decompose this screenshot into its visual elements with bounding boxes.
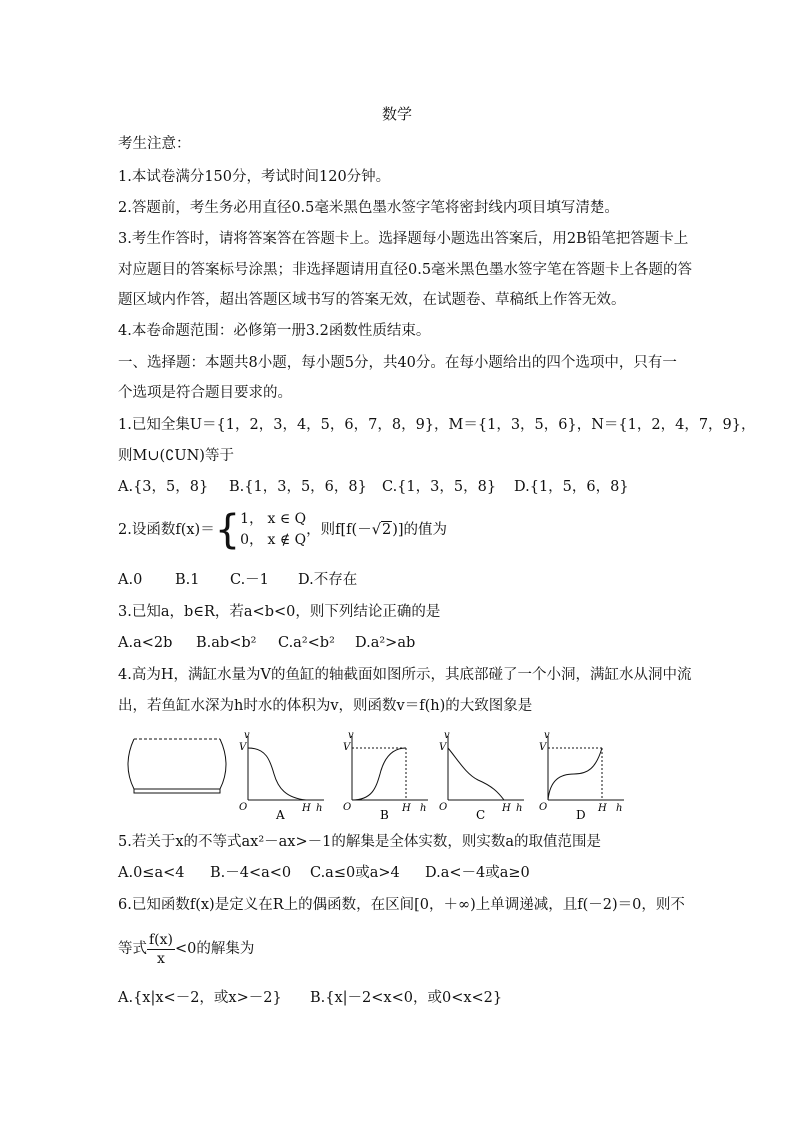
q2-option-d: D.不存在: [298, 572, 358, 588]
q6-frac-num: f(x): [149, 931, 174, 948]
q2-stem: [118, 508, 447, 552]
graph-a-V: V: [239, 742, 247, 753]
notice-item-4: 4.本卷命题范围：必修第一册3.2函数性质结束。: [118, 323, 431, 339]
q2-case-1: 1， x ∈ Q: [240, 511, 307, 527]
q1-option-c: C.{1，3，5，8}: [382, 479, 497, 495]
graph-c-H: H: [502, 803, 511, 814]
graph-d-h-label: h: [616, 803, 623, 814]
graph-a-v-label: v: [244, 730, 250, 741]
notice-heading: 考生注意：: [118, 136, 191, 152]
page-title: 数学: [381, 105, 412, 123]
q1-option-a: A.{3，5，8}: [118, 479, 209, 495]
graph-c-V: V: [439, 742, 447, 753]
fish-tank-figure: [124, 733, 230, 801]
q6-fraction: [147, 931, 175, 968]
graph-b-O: O: [343, 802, 352, 813]
graph-d-label: D: [576, 808, 586, 820]
tank-right-wall: [220, 739, 226, 789]
q6-suffix: <0的解集为: [175, 941, 255, 957]
q2-brace: {: [214, 507, 241, 553]
q1-stem: 1.已知全集U＝{1，2，3，4，5，6，7，8，9}，M＝{1，3，5，6}，N＝{1，2，4，7，9}，: [118, 417, 756, 433]
q2-suffix: )]的值为: [392, 522, 448, 538]
graph-b-v-label: v: [348, 730, 354, 741]
q5-option-d: D.a<－4或a≥0: [425, 865, 530, 881]
q2-option-b: B.1: [175, 572, 200, 588]
q2-prefix: 2.设函数f(x)＝: [118, 522, 215, 538]
q6-option-a: A.{x|x<－2，或x>－2}: [118, 990, 282, 1006]
graph-c-curve: [448, 748, 504, 800]
notice-item-1: 1.本试卷满分150分，考试时间120分钟。: [118, 169, 391, 185]
graph-a-O: O: [239, 802, 248, 813]
q6-frac-den: x: [157, 950, 165, 967]
q6-stem-cont: [118, 929, 254, 969]
q2-sqrt-icon: √: [371, 522, 381, 538]
q5-option-b: B.－4<a<0: [210, 865, 292, 881]
q4-stem: 4.高为H，满缸水量为V的鱼缸的轴截面如图所示，其底部碰了一个小洞，满缸水从洞中流: [118, 667, 692, 683]
q2-option-a: A.0: [118, 572, 143, 588]
tank-left-wall: [128, 739, 134, 789]
q5-option-c: C.a≤0或a>4: [310, 865, 400, 881]
graph-b-h-label: h: [420, 803, 427, 814]
graph-b: [340, 730, 432, 820]
section-heading-cont: 个选项是符合题目要求的。: [118, 385, 292, 401]
notice-item-2: 2.答题前，考生务必用直径0.5毫米黑色墨水签字笔将密封线内项目填写清楚。: [118, 200, 619, 216]
notice-item-3-cont: 对应题目的答案标号涂黑；非选择题请用直径0.5毫米黑色墨水签字笔在答题卡上各题的答: [118, 262, 693, 278]
graph-a-h-label: h: [316, 803, 323, 814]
graph-d-v-label: v: [544, 730, 550, 741]
graph-c-O: O: [439, 802, 448, 813]
graph-a: [236, 730, 328, 820]
q3-stem: 3.已知a，b∈R，若a<b<0，则下列结论正确的是: [118, 604, 441, 620]
q1-option-b: B.{1，3，5，6，8}: [229, 479, 367, 495]
q2-mid: ，则f[f(－: [306, 522, 372, 538]
graph-a-H: H: [302, 803, 311, 814]
notice-item-3: 3.考生作答时，请将答案答在答题卡上。选择题每小题选出答案后，用2B铅笔把答题卡上: [118, 231, 689, 247]
q6-prefix: 等式: [118, 941, 147, 957]
graph-d-V: V: [539, 742, 547, 753]
graph-c-v-label: v: [444, 730, 450, 741]
q5-option-a: A.0≤a<4: [118, 865, 185, 881]
q1-option-d: D.{1，5，6，8}: [514, 479, 629, 495]
graph-c-h-label: h: [516, 803, 523, 814]
graph-a-curve: [248, 748, 306, 800]
tank-base: [134, 789, 220, 793]
q3-option-d: D.a²>ab: [355, 635, 416, 651]
q4-stem-cont: 出，若鱼缸水深为h时水的体积为v，则函数v＝f(h)的大致图象是: [118, 698, 533, 714]
q2-radicand: 2: [381, 522, 392, 538]
graph-b-label: B: [380, 808, 389, 820]
graph-d-curve: [548, 748, 602, 800]
graph-b-V: V: [343, 742, 351, 753]
q2-case-2: 0， x ∉ Q: [240, 532, 307, 548]
q6-stem: 6.已知函数f(x)是定义在R上的偶函数，在区间[0，＋∞)上单调递减，且f(－2)＝0，则不: [118, 897, 685, 913]
graph-c: [436, 730, 528, 820]
q3-option-a: A.a<2b: [118, 635, 173, 651]
graph-d: [536, 730, 628, 820]
q2-option-c: C.－1: [230, 572, 269, 588]
q3-option-c: C.a²<b²: [278, 635, 335, 651]
graph-d-H: H: [598, 803, 607, 814]
graph-b-curve: [352, 748, 406, 800]
notice-item-3-cont2: 题区域内作答，超出答题区域书写的答案无效，在试题卷、草稿纸上作答无效。: [118, 292, 626, 308]
q6-option-b: B.{x|－2<x<0，或0<x<2}: [310, 990, 503, 1006]
graph-d-O: O: [539, 802, 548, 813]
graph-b-H: H: [402, 803, 411, 814]
q5-stem: 5.若关于x的不等式ax²－ax>－1的解集是全体实数，则实数a的取值范围是: [118, 834, 601, 850]
graph-a-label: A: [276, 808, 285, 820]
section-heading: 一、选择题：本题共8小题，每小题5分，共40分。在每小题给出的四个选项中，只有一: [118, 355, 677, 371]
q2-cases: [240, 509, 306, 551]
q1-stem-cont: 则M∪(∁UN)等于: [118, 448, 234, 464]
graph-c-label: C: [476, 808, 486, 820]
q3-option-b: B.ab<b²: [196, 635, 257, 651]
